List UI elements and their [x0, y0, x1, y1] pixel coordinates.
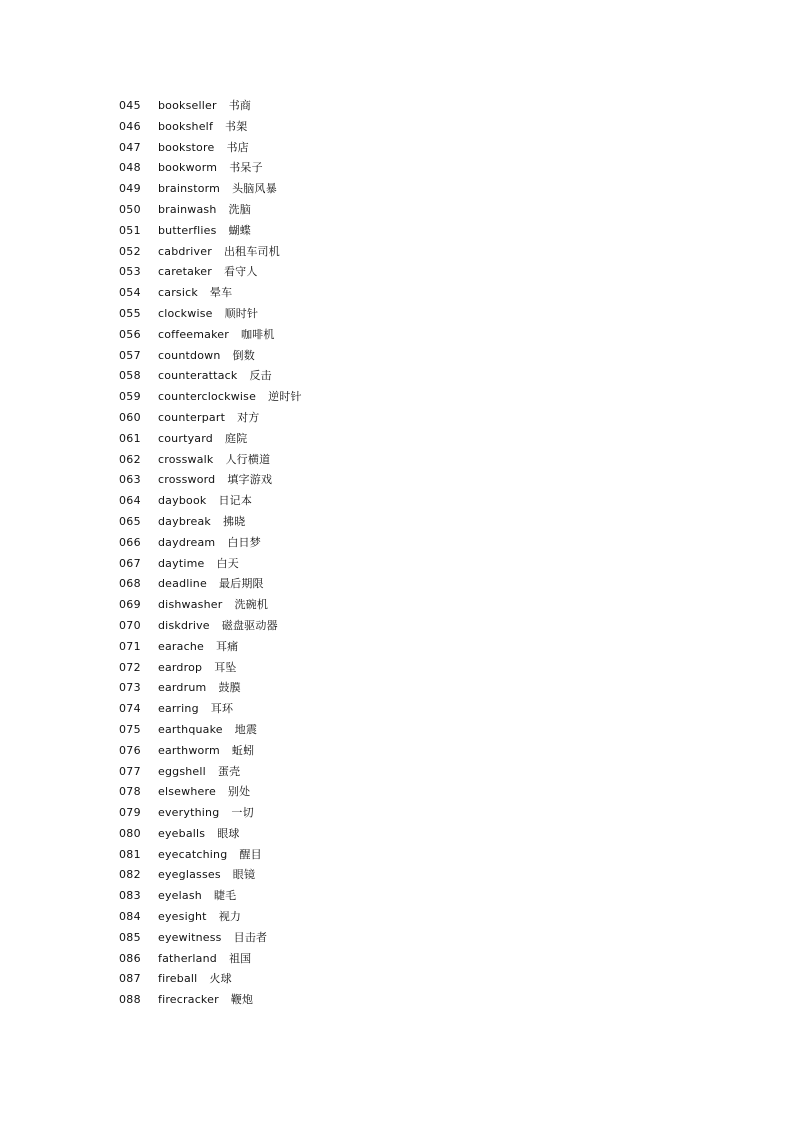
- entry-number: 077: [119, 764, 141, 778]
- english-word: deadline: [158, 577, 207, 591]
- entry-word-group: [158, 907, 241, 928]
- entry-number: 070: [119, 618, 141, 632]
- entry-word-group: [158, 616, 278, 637]
- entry-word-group: [158, 138, 249, 159]
- entry-word-group: [158, 179, 277, 200]
- english-word: everything: [158, 806, 220, 820]
- chinese-meaning: 填字游戏: [227, 473, 273, 487]
- chinese-meaning: 白天: [216, 556, 239, 570]
- chinese-meaning: 书商: [228, 99, 252, 112]
- entry-number: 054: [119, 286, 141, 300]
- english-word: eyecatching: [158, 847, 228, 861]
- chinese-meaning: 咖啡机: [240, 327, 275, 341]
- chinese-meaning: 眼镜: [232, 868, 256, 882]
- chinese-meaning: 顺时针: [224, 306, 259, 320]
- entry-word-group: [158, 969, 232, 990]
- chinese-meaning: 反击: [249, 369, 272, 383]
- english-word: daybook: [158, 494, 207, 508]
- entry-word-group: [158, 637, 238, 658]
- entry-word-group: [158, 990, 253, 1011]
- entry-number: 061: [119, 431, 141, 445]
- entry-word-group: [158, 366, 272, 387]
- entry-word-group: [158, 346, 255, 367]
- entry-number: 071: [119, 639, 141, 653]
- entry-word-group: [158, 699, 233, 720]
- entry-number: 088: [119, 993, 141, 1007]
- entry-number: 060: [119, 410, 141, 424]
- entry-word-group: [158, 678, 241, 699]
- entry-word-group: [158, 720, 257, 741]
- entry-word-group: [158, 200, 251, 221]
- entry-word-group: [158, 928, 267, 949]
- english-word: caretaker: [158, 265, 212, 279]
- entry-word-group: [158, 845, 262, 866]
- english-word: crosswalk: [158, 452, 214, 466]
- english-word: eyewitness: [158, 930, 222, 944]
- entry-number: 059: [119, 390, 141, 404]
- english-word: eardrop: [158, 660, 203, 674]
- chinese-meaning: 火球: [209, 972, 232, 986]
- english-word: coffeemaker: [158, 327, 229, 341]
- entry-word-group: [158, 533, 261, 554]
- chinese-meaning: 耳坠: [214, 660, 237, 674]
- entry-word-group: [158, 96, 251, 117]
- entry-number: 074: [119, 702, 141, 716]
- chinese-meaning: 洗碗机: [234, 598, 269, 612]
- chinese-meaning: 逆时针: [268, 390, 302, 404]
- english-word: daybreak: [158, 514, 211, 528]
- english-word: earring: [158, 702, 199, 716]
- entry-number: 069: [119, 598, 141, 612]
- chinese-meaning: 头脑风暴: [232, 182, 277, 196]
- entry-number: 046: [119, 119, 141, 133]
- chinese-meaning: 眼球: [217, 826, 240, 840]
- english-word: eyelash: [158, 889, 202, 903]
- entry-number: 062: [119, 452, 141, 466]
- entry-word-group: [158, 408, 260, 429]
- entry-number: 072: [119, 660, 141, 674]
- entry-word-group: [158, 283, 232, 304]
- entry-number: 087: [119, 972, 141, 986]
- entry-number: 065: [119, 514, 141, 528]
- english-word: bookseller: [158, 99, 217, 112]
- entry-number: 084: [119, 910, 141, 924]
- chinese-meaning: 目击者: [233, 930, 268, 944]
- chinese-meaning: 拂晓: [222, 514, 246, 528]
- chinese-meaning: 鞭炮: [230, 993, 254, 1007]
- entry-word-group: [158, 554, 239, 575]
- chinese-meaning: 洗脑: [228, 202, 251, 216]
- english-word: firecracker: [158, 993, 219, 1007]
- entry-word-group: [158, 242, 280, 263]
- entry-word-group: [158, 470, 272, 491]
- entry-number: 085: [119, 930, 141, 944]
- chinese-meaning: 人行横道: [225, 452, 271, 466]
- chinese-meaning: 鼓膜: [218, 681, 241, 695]
- chinese-meaning: 出租车司机: [223, 244, 280, 258]
- entry-word-group: [158, 325, 275, 346]
- chinese-meaning: 蛋壳: [217, 764, 241, 778]
- entry-word-group: [158, 803, 254, 824]
- english-word: eyeballs: [158, 826, 206, 840]
- entry-word-group: [158, 512, 245, 533]
- entry-number: 052: [119, 244, 141, 258]
- entry-word-group: [158, 574, 264, 595]
- entry-word-group: [158, 304, 258, 325]
- chinese-meaning: 视力: [218, 910, 242, 924]
- entry-word-group: [158, 117, 247, 138]
- entry-number: 079: [119, 806, 141, 820]
- chinese-meaning: 耳环: [210, 702, 234, 716]
- english-word: earthworm: [158, 743, 220, 757]
- chinese-meaning: 磁盘驱动器: [221, 618, 278, 632]
- chinese-meaning: 蝴蝶: [228, 223, 251, 237]
- english-word: counterattack: [158, 369, 238, 383]
- entry-word-group: [158, 429, 247, 450]
- english-word: counterclockwise: [158, 390, 257, 404]
- english-word: bookshelf: [158, 119, 214, 133]
- entry-word-group: [158, 824, 240, 845]
- entry-number: 048: [119, 161, 141, 175]
- english-word: earache: [158, 639, 204, 653]
- entry-number: 063: [119, 473, 141, 487]
- chinese-meaning: 书店: [226, 140, 249, 154]
- english-word: counterpart: [158, 410, 226, 424]
- entry-number: 049: [119, 182, 141, 196]
- entry-number: 051: [119, 223, 141, 237]
- english-word: earthquake: [158, 722, 223, 736]
- english-word: brainwash: [158, 202, 217, 216]
- entry-word-group: [158, 491, 252, 512]
- english-word: eardrum: [158, 681, 207, 695]
- english-word: bookstore: [158, 140, 215, 154]
- english-word: diskdrive: [158, 618, 210, 632]
- chinese-meaning: 看守人: [223, 265, 258, 279]
- entry-number: 078: [119, 785, 141, 799]
- entry-word-group: [158, 221, 251, 242]
- chinese-meaning: 书呆子: [229, 161, 263, 175]
- english-word: cabdriver: [158, 244, 212, 258]
- entry-number: 076: [119, 743, 141, 757]
- english-word: daytime: [158, 556, 205, 570]
- english-word: eggshell: [158, 764, 206, 778]
- english-word: brainstorm: [158, 182, 221, 196]
- chinese-meaning: 祖国: [228, 951, 252, 965]
- chinese-meaning: 耳痛: [215, 639, 239, 653]
- entry-word-group: [158, 595, 268, 616]
- chinese-meaning: 别处: [227, 785, 251, 799]
- entry-word-group: [158, 886, 236, 907]
- entry-number: 082: [119, 868, 141, 882]
- english-word: bookworm: [158, 161, 218, 175]
- entry-number: 083: [119, 889, 141, 903]
- chinese-meaning: 倒数: [232, 348, 255, 362]
- entry-word-group: [158, 450, 270, 471]
- chinese-meaning: 一切: [231, 806, 254, 820]
- entry-word-group: [158, 158, 263, 179]
- english-word: carsick: [158, 286, 198, 300]
- entry-word-group: [158, 387, 302, 408]
- entry-word-group: [158, 262, 258, 283]
- english-word: clockwise: [158, 306, 213, 320]
- entry-number: 053: [119, 265, 141, 279]
- entry-number: 057: [119, 348, 141, 362]
- entry-number: 068: [119, 577, 141, 591]
- entry-number: 067: [119, 556, 141, 570]
- chinese-meaning: 蚯蚓: [231, 743, 255, 757]
- english-word: butterflies: [158, 223, 217, 237]
- chinese-meaning: 白日梦: [227, 535, 261, 549]
- english-word: crossword: [158, 473, 216, 487]
- english-word: fireball: [158, 972, 198, 986]
- entry-number: 086: [119, 951, 141, 965]
- english-word: courtyard: [158, 431, 213, 445]
- english-word: eyeglasses: [158, 868, 221, 882]
- english-word: countdown: [158, 348, 221, 362]
- entry-number: 066: [119, 535, 141, 549]
- chinese-meaning: 最后期限: [218, 577, 264, 591]
- entry-word-group: [158, 658, 237, 679]
- entry-number: 073: [119, 681, 141, 695]
- chinese-meaning: 日记本: [218, 494, 253, 508]
- entry-number: 075: [119, 722, 141, 736]
- english-word: eyesight: [158, 910, 207, 924]
- english-word: elsewhere: [158, 785, 216, 799]
- entry-number: 080: [119, 826, 141, 840]
- entry-word-group: [158, 949, 251, 970]
- entry-number: 050: [119, 202, 141, 216]
- chinese-meaning: 晕车: [209, 286, 233, 300]
- entry-number: 081: [119, 847, 141, 861]
- entry-word-group: [158, 782, 250, 803]
- chinese-meaning: 对方: [237, 410, 260, 424]
- chinese-meaning: 睫毛: [213, 889, 237, 903]
- english-word: fatherland: [158, 951, 217, 965]
- english-word: dishwasher: [158, 598, 223, 612]
- chinese-meaning: 庭院: [224, 431, 248, 445]
- entry-number: 058: [119, 369, 141, 383]
- chinese-meaning: 醒目: [239, 847, 262, 861]
- entry-number: 064: [119, 494, 141, 508]
- entry-number: 056: [119, 327, 141, 341]
- entry-number: 047: [119, 140, 141, 154]
- chinese-meaning: 书架: [225, 119, 248, 133]
- entry-word-group: [158, 741, 254, 762]
- entry-word-group: [158, 762, 240, 783]
- chinese-meaning: 地震: [234, 722, 258, 736]
- entry-number: 045: [119, 99, 141, 112]
- english-word: daydream: [158, 535, 216, 549]
- entry-number: 055: [119, 306, 141, 320]
- entry-word-group: [158, 865, 255, 886]
